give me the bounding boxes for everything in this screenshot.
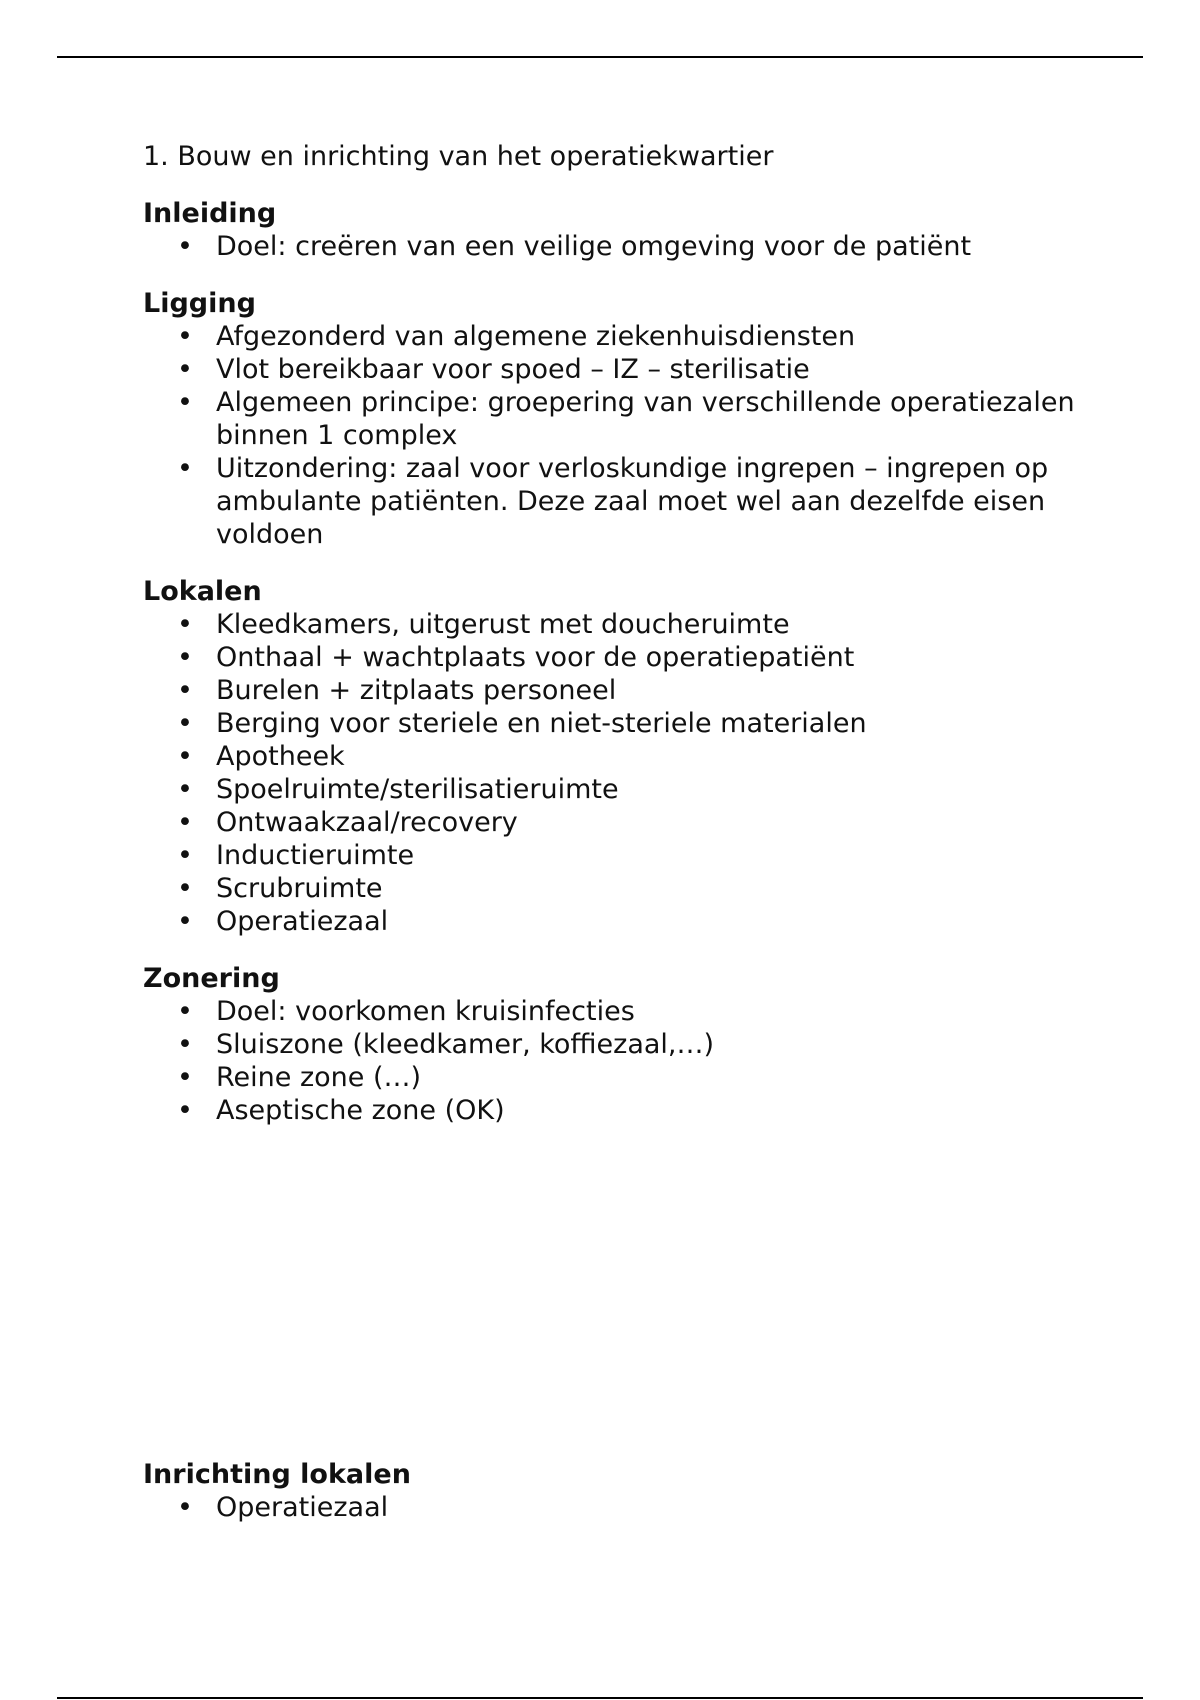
section-inleiding (143, 197, 1103, 263)
list-item: • Sluiszone (kleedkamer, koffiezaal,…) (143, 1028, 1103, 1061)
list-item: • Vlot bereikbaar voor spoed – IZ – sterilisatie (143, 353, 1103, 386)
section-heading: Lokalen (143, 576, 262, 607)
list-item: • Algemeen principe: groepering van verschillende operatiezalen binnen 1 complex (143, 386, 1103, 452)
list-item: • Operatiezaal (143, 905, 1103, 938)
list-item: • Operatiezaal (143, 1491, 1103, 1524)
list-item: • Spoelruimte/sterilisatieruimte (143, 773, 1103, 806)
section-heading: Inrichting lokalen (143, 1459, 411, 1490)
list-item: • Scrubruimte (143, 872, 1103, 905)
bullet-list (143, 320, 1103, 551)
document-body (143, 140, 1103, 1151)
section-lokalen (143, 575, 1103, 938)
document-title: 1. Bouw en inrichting van het operatiekwartier (143, 141, 774, 172)
section-heading: Inleiding (143, 198, 277, 229)
list-item: • Berging voor steriele en niet-steriele materialen (143, 707, 1103, 740)
list-item: • Aseptische zone (OK) (143, 1094, 1103, 1127)
section-heading: Ligging (143, 288, 256, 319)
list-item: • Afgezonderd van algemene ziekenhuisdiensten (143, 320, 1103, 353)
list-item: • Doel: creëren van een veilige omgeving voor de patiënt (143, 230, 1103, 263)
list-item: • Doel: voorkomen kruisinfecties (143, 995, 1103, 1028)
footer-rule (57, 1697, 1143, 1699)
list-item: • Uitzondering: zaal voor verloskundige ingrepen – ingrepen op ambulante patiënten. Deze zaal moet wel aan dezelfde eisen voldoen (143, 452, 1103, 551)
header-rule (57, 56, 1143, 58)
section-ligging (143, 287, 1103, 551)
section-heading: Zonering (143, 963, 280, 994)
list-item: • Apotheek (143, 740, 1103, 773)
list-item: • Reine zone (…) (143, 1061, 1103, 1094)
section-inrichting-lokalen (143, 1458, 1103, 1524)
bullet-list (143, 995, 1103, 1127)
list-item: • Ontwaakzaal/recovery (143, 806, 1103, 839)
bullet-list (143, 608, 1103, 938)
list-item: • Inductieruimte (143, 839, 1103, 872)
section-zonering (143, 962, 1103, 1127)
bullet-list (143, 230, 1103, 263)
list-item: • Burelen + zitplaats personeel (143, 674, 1103, 707)
bullet-list (143, 1491, 1103, 1524)
list-item: • Onthaal + wachtplaats voor de operatiepatiënt (143, 641, 1103, 674)
list-item: • Kleedkamers, uitgerust met doucheruimte (143, 608, 1103, 641)
